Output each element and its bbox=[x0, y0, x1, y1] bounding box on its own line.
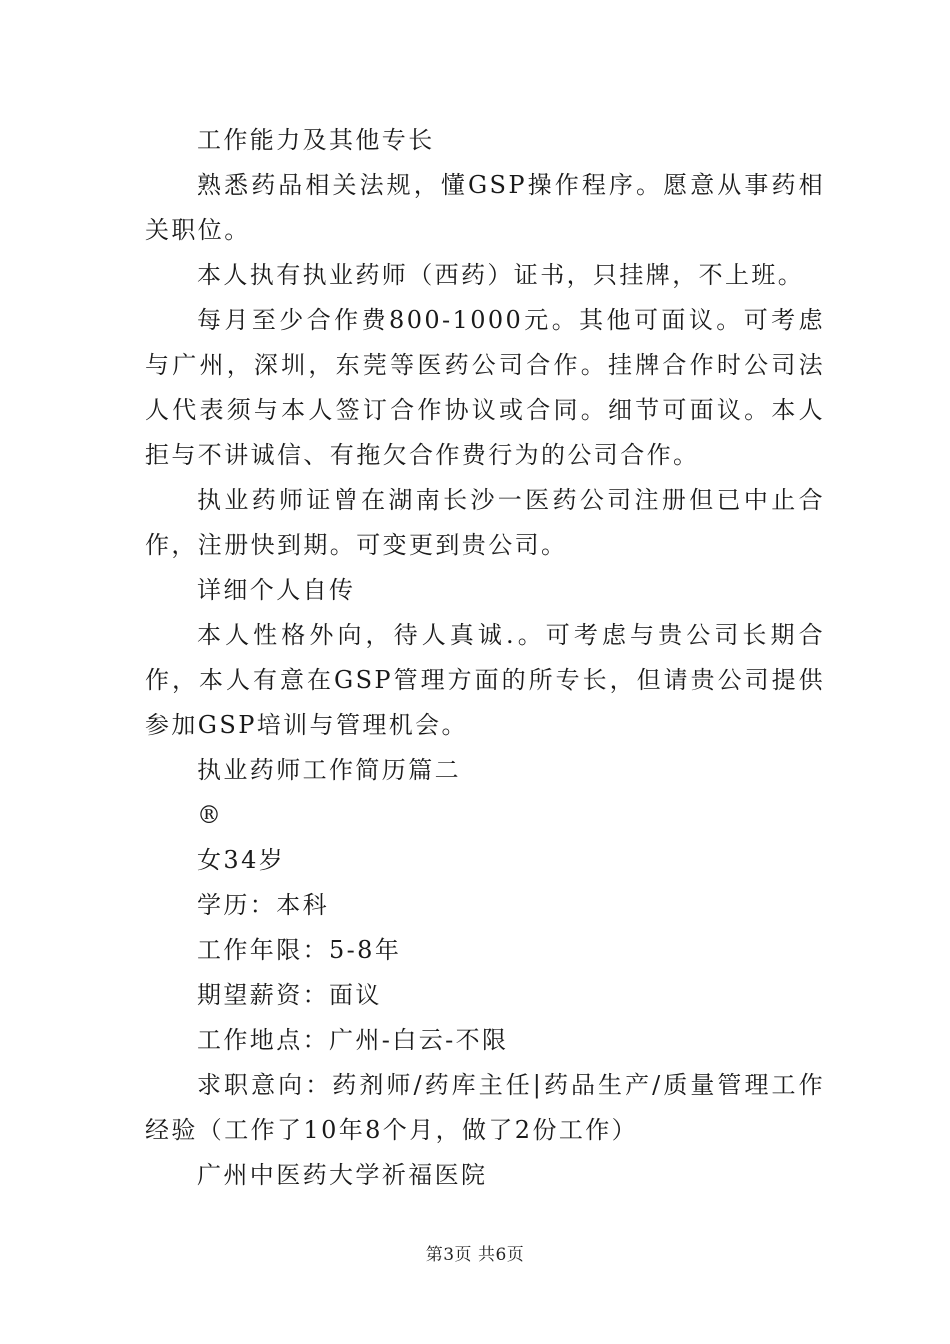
line-expected-salary: 期望薪资：面议 bbox=[197, 981, 382, 1009]
paragraph-gsp: 熟悉药品相关法规，懂GSP操作程序。愿意从事药相关职位。 bbox=[145, 171, 825, 244]
line-job-intention: 求职意向：药剂师/药库主任|药品生产/质量管理工作经验（工作了10年8个月，做了2份工作） bbox=[145, 1071, 825, 1144]
heading-autobiography: 详细个人自传 bbox=[197, 576, 356, 604]
line-gender-age: 女34岁 bbox=[197, 846, 286, 874]
page-footer: 第3页 共6页 bbox=[425, 1245, 525, 1265]
line-work-years: 工作年限：5-8年 bbox=[197, 936, 402, 964]
paragraph-registration: 执业药师证曾在湖南长沙一医药公司注册但已中止合作，注册快到期。可变更到贵公司。 bbox=[145, 486, 825, 559]
paragraph-personality: 本人性格外向，待人真诚.。可考虑与贵公司长期合作，本人有意在GSP管理方面的所专长，但请贵公司提供参加GSP培训与管理机会。 bbox=[145, 621, 825, 739]
paragraph-cooperation-fee: 每月至少合作费800-1000元。其他可面议。可考虑与广州，深圳，东莞等医药公司合作。挂牌合作时公司法人代表须与本人签订合作协议或合同。细节可面议。本人拒与不讲诚信、有拖欠合作费行为的公司合作。 bbox=[145, 306, 825, 469]
heading-skills: 工作能力及其他专长 bbox=[197, 126, 435, 154]
registered-mark: ® bbox=[197, 801, 224, 829]
heading-resume-part-two: 执业药师工作简历篇二 bbox=[197, 756, 461, 784]
line-employer: 广州中医药大学祈福医院 bbox=[197, 1161, 488, 1189]
paragraph-certificate: 本人执有执业药师（西药）证书，只挂牌，不上班。 bbox=[197, 261, 805, 289]
line-education: 学历：本科 bbox=[197, 891, 329, 919]
line-work-location: 工作地点：广州-白云-不限 bbox=[197, 1026, 509, 1054]
document-body bbox=[145, 118, 825, 1198]
